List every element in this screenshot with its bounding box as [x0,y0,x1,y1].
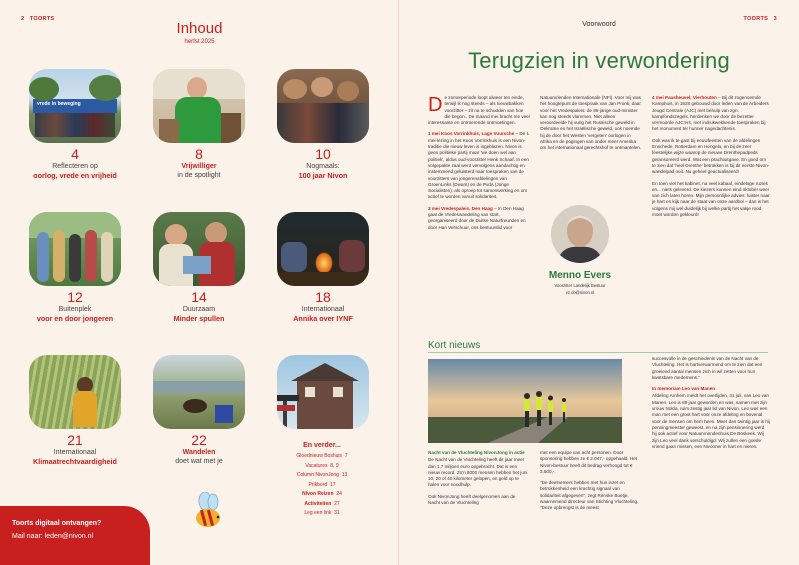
more-item-pages: 8, 9 [330,462,339,469]
photo-night-walk [428,359,622,443]
dropcap: D [428,94,443,116]
photo-anniversary [277,69,369,143]
toc-item-8[interactable] [153,69,245,180]
more-contents [276,442,368,519]
news-headline: In memoriam Leo van Manen [652,386,716,392]
more-item[interactable] [276,500,368,510]
paragraph: Afdeling Arnhem meldt het overlijden, 31 juli, van Leo van Manen. Leo is 89 jaar geworden en was, samen met zijn vrouw Nolda, ruim zestig jaar lid van Nivon. Leo was een man met een groot hart voor onze afdeling en bovenal voor de mensen om hem heen. Meer dan twintig jaar is hij penningmeester geweest, en na zijn pensionering werd hij ook actief voor Natuurvriendenhuis De Boskeek. Wij zijn Leo veel dank verschuldigd. Wij zullen een goede vriend gaan missen, een Nivonner in hart en nieren. [652,393,770,449]
toc-item-18[interactable] [277,212,369,323]
news-headline: Nacht van de Vluchteling NivonJong in actie [428,450,525,455]
subheading: 4 mei Paasheuvel, Vierhouten [652,95,717,100]
foreword-column-1 [428,95,530,236]
more-item-label: Prikbord [308,481,328,488]
toc-label: Nogmaals: [306,163,340,170]
news-divider [428,352,768,353]
toc-label-strong: oorlog, vrede en vrijheid [33,171,117,180]
photo-youth-group [29,212,121,286]
section-kicker: Voorwoord [582,21,616,28]
toc-item-10[interactable] [277,69,369,180]
more-item[interactable] [276,452,368,462]
more-item-label: Vacatures [305,462,328,469]
toc-label: doet wat met je [175,458,223,465]
photo-campfire [277,212,369,286]
toc-label: Vrijwilliger [181,163,217,170]
more-item-pages: 24 [336,491,342,497]
toc-item-14[interactable] [153,212,245,323]
more-item[interactable] [276,509,368,519]
toc-label-strong: voor en door jongeren [36,314,114,323]
article-title: Terugzien in verwondering [468,48,730,73]
toc-item-4[interactable] [29,69,121,180]
more-item-label: Nivon Reizen [302,491,334,497]
paragraph: Ook was ik te gast bij eeuwfeesten van de afdelingen Enschede, Rotterdam en Hengelo, en bij de zeer feestelijke wijze waarop de nieuwe Drenthepadpeds geïansoreerd werd. Wat een prachtuitgave. En goed om te zien dat 'heel Drenthe' betrokken is bij dit eerste Nivon-wandelpad ooit. Nu geheel geactualiseerd! [652,137,770,175]
more-title: En verder... [303,442,341,449]
photo-boshuis-tile [277,355,369,429]
promo-heading: Toorts digitaal ontvangen? [12,520,102,527]
toc-item-22[interactable] [153,355,245,466]
news-column-3 [652,356,770,455]
news-section-title: Kort nieuws [428,340,481,351]
paragraph: – In Den Haag gaat de Vredeswandeling van start, georganiseerd door de Duitse Naturfreunden en door Han Verschuur, ons bestuurslid voor [428,205,526,230]
page-title: Inhoud [176,20,223,37]
paragraph: met een equipe van acht personen. Door sponsoring hebben ze € 2.047,- opgehaald. Het Nivon-bestuur heeft dit bedrag verhoogd tot € 3.500,-. [540,450,638,474]
more-item[interactable] [276,462,368,472]
page-number: 3 [773,16,777,22]
news-column-1 [428,450,528,511]
photo-volunteer [153,69,245,143]
toc-item-21[interactable] [29,355,121,466]
more-item[interactable] [276,481,368,491]
magazine-name: TOORTS [743,16,769,22]
paragraph: succesvolle in de geschiedenis van de Nacht van de Vluchteling. Het is hartverwarmend om te zien dat een groeiend aantal mensen zich in wil zetten voor hun kwetsbare medemens." [652,356,763,380]
author-portrait [551,205,609,263]
more-item-label: Column NivonJong [296,472,339,478]
paragraph: De Nacht van de Vluchteling heeft dit jaar meer dan 1,7 miljoen euro opgebracht. Dat is een nieuw record. Zo'n 8000 mensen hebben het juni 10, 20 of 40 kilometer gelopen, en geld op te halen voor noodhulp. [428,457,528,488]
toc-label-strong: Klimaatrechtvaardigheid [33,457,117,466]
author-role: Voorzitter Landelijk Bestuur [554,283,606,288]
photo-peace-march [29,69,121,143]
more-item[interactable] [276,471,368,481]
toc-label-strong: 100 jaar Nivon [298,171,348,180]
toc-label: in de spotlight [177,172,221,179]
author-email[interactable]: vz.cb@nivon.nl [565,290,595,295]
paragraph: "De deelnemers hebben met hun inzet en betrokkenheid een krachtig signaal van solidariteit afgegeven", zegt Renske Boetje, waarnemend directeur van Stichting Vluchteling. "Deze opbrengst is de meest [540,480,639,511]
more-item[interactable] [276,490,368,500]
toc-page-number: 10 [315,146,331,162]
toc-page-number: 22 [191,432,207,448]
more-item-pages: 31 [334,510,340,516]
toc-page-number: 21 [67,432,83,448]
toc-page-number: 14 [191,289,207,305]
toc-page-number: 18 [315,289,331,305]
subheading: 1 mei Koos Vorrinkhuis, Lage Vuursche [428,131,515,137]
toc-label: Reflecteren op [52,163,98,170]
toc-page-number: 12 [67,289,83,305]
toc-label-strong: Wandelen [182,449,216,456]
paragraph: Ook NivonJong heeft deelgenomen aan de Nacht van de Vluchteling [428,493,516,506]
digital-subscription-promo[interactable] [0,506,150,565]
more-item-label: Leg een link [304,510,332,516]
toc-label-strong: Annika over IYNF [293,314,353,323]
author-name: Menno Evers [548,270,612,281]
photo-walking-landscape [153,355,245,429]
paragraph: En toen viel het kabinet, na veel kabaal, eindeloge ruzies en... niets geleverd. De kiezers kunnen eind oktober weer van zich laten horen. Mijn persoonlijke advies: luister naar je hart en kijk naar de staat van onze aardbol – dan is het volgens mij wel duidelijk bij welke partij het vakje rood moet worden gekleurd! [652,180,770,218]
promo-email-link[interactable]: Mail naar: leden@nivon.nl [12,533,94,540]
foreword-column-3 [652,95,770,223]
page-number: 2 [21,16,25,22]
photo-climate-justice [29,355,121,429]
toc-label: Duurzaam [182,306,216,313]
issue-season: herfst 2025 [184,39,215,45]
more-item-label: Activiteiten [304,500,332,507]
more-item-pages: 7 [344,453,348,459]
toc-page-number: 4 [71,146,79,162]
foreword-intro: e zomerperiode loopt alweer ten einde, terwijl ik nog steeds – als nieuwbakken voorzitter – zit na te schudden van hoe die begon.. De maand mei bracht me veel interessante en ontroerende ontmoetingen. [428,95,530,126]
photo-sustainability [153,212,245,286]
more-item-pages: 17 [329,481,336,488]
paragraph: Natuurvrienden Internationale (NFI). Voor mij was het hoogtepunt de toespraak van Jan Pronk, daar voor het Vredespaleis: de 85-jarige oud-minister kan nog steeds vlammen. Niet alleen veroordeelde hij vurig het Russische geweld in Oekraïne en het Israëlische geweld, ook noemde hij de door het Westen 'vergeten' oorlogen in Afrika en de pogingen van onder meer Amerika om het internationaal gerechtshof te ontmantelen. [540,95,642,151]
more-item-label: Gloednieuw Boshuis [296,453,343,459]
paragraph: – De 1 mei-lezing in het Koos Vorrinkhuis is een Nivon-traditie die nieuw leven is ingeblazen. Nivon is geen politieke partij maar 'we doen wel aan politiek', aldus oud-voorzitter Henk Schaaf. In een volgepakte zaal werd vervolgens aandachtig en instemmend geluisterd naar toespraken van de voorzitters van jongerenafdelingen van GroenLinks (Dwars) en de PvdA (Jonge Socialisten), als oproep tot samenwerking en om actief te worden vanuit solidariteit. [428,131,530,200]
toc-page-number: 8 [195,146,203,162]
banner-text: vrede in beweging [37,101,81,107]
toc-label: Buitenplek [58,306,92,313]
toc-label: Internationaal [53,449,97,456]
magazine-name: TOORTS [29,16,55,22]
toc-label-strong: Minder spullen [173,314,225,323]
bee-icon [192,492,226,532]
contents-page [0,0,399,565]
toc-item-12[interactable] [29,212,121,323]
toc-label: Internationaal [301,306,345,313]
news-column-2 [540,450,640,517]
foreword-column-2 [540,95,642,157]
paragraph: – Bij dit zogenoemde Kamphuis, in 1928 gebouwd door leden van de Arbeiders Jeugd Centrale (AJC) met behulp van zgn. kampfondszegels, herdenken we door de bezetter vermoorde AJC'ers, met indrukwekkende toespraken bij het monument ter hunner nagedachtenis. [652,95,769,132]
more-item-pages: 27 [334,500,340,507]
photo-boshuis [277,355,369,429]
subheading: 3 mei Vredespaleis, Den Haag [428,205,493,211]
more-item-pages: 13 [341,472,348,478]
